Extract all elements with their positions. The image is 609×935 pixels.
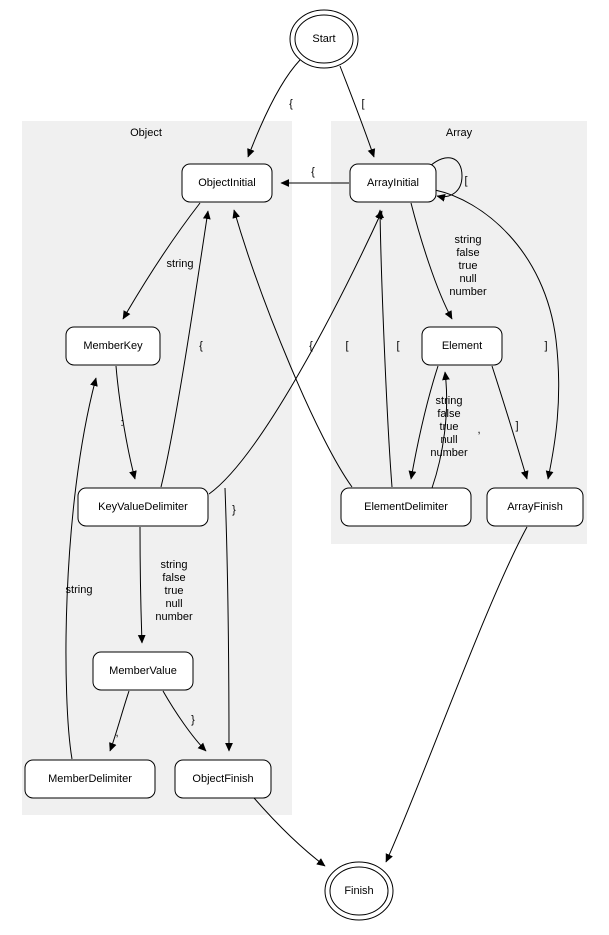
cluster-object — [22, 121, 292, 815]
edge-label-keyvalue-arrayinitial: [ — [396, 339, 400, 352]
svg-text:string: string — [435, 394, 463, 407]
node-label-keyvaluedelimiter: KeyValueDelimiter — [98, 500, 188, 513]
node-label-objectinitial: ObjectInitial — [198, 176, 256, 189]
edge-label-membervalue-memberdelim: , — [115, 726, 119, 739]
edge-label-arrayinitial-arrayfinish: ] — [544, 339, 548, 352]
svg-text:null: null — [440, 433, 458, 446]
edge-label-elementdelim-element: , — [477, 423, 481, 436]
svg-text:false: false — [437, 407, 461, 420]
edge-label-array-self: [ — [464, 174, 468, 187]
svg-text:true: true — [458, 259, 478, 272]
edge-arrayfinish-finish — [386, 527, 527, 862]
svg-text:false: false — [162, 571, 186, 584]
edge-label-elementdelim-objectinitial: { — [309, 339, 313, 352]
node-label-arrayfinish: ArrayFinish — [507, 500, 563, 513]
svg-text:true: true — [439, 420, 459, 433]
edge-label-memberdelim-memberkey: string — [65, 583, 93, 596]
svg-text:number: number — [155, 610, 193, 623]
edge-label-element-arrayfinish: ] — [515, 419, 519, 432]
svg-text:null: null — [459, 272, 477, 285]
edge-label-keyvalue-objectfinish: } — [232, 503, 236, 516]
svg-text:null: null — [165, 597, 183, 610]
edge-label-start-array: [ — [361, 97, 365, 110]
node-label-finish: Finish — [344, 884, 374, 897]
svg-text:number: number — [430, 446, 468, 459]
node-label-start: Start — [312, 32, 336, 45]
svg-text:true: true — [164, 584, 184, 597]
edge-label-elementdelim-arrayinitial: [ — [345, 339, 349, 352]
node-label-memberdelimiter: MemberDelimiter — [48, 772, 132, 785]
svg-text:string: string — [454, 233, 482, 246]
edge-label-objectinitial-memberkey: string — [166, 257, 194, 270]
node-label-objectfinish: ObjectFinish — [192, 772, 254, 785]
node-label-arrayinitial: ArrayInitial — [367, 176, 419, 189]
cluster-label-array: Array — [445, 126, 473, 139]
edge-label-membervalue-objectfinish: } — [191, 713, 195, 726]
node-label-memberkey: MemberKey — [83, 339, 143, 352]
svg-text:number: number — [449, 285, 487, 298]
cluster-label-object: Object — [130, 126, 162, 139]
edge-label-start-object: { — [289, 97, 293, 110]
svg-text:string: string — [160, 558, 188, 571]
edge-label-keyvalue-objectinitial: { — [199, 339, 203, 352]
svg-text:false: false — [456, 246, 480, 259]
node-label-membervalue: MemberValue — [109, 664, 177, 677]
node-label-element: Element — [441, 339, 483, 352]
edge-label-array-object: { — [311, 165, 315, 178]
node-label-elementdelimiter: ElementDelimiter — [364, 500, 448, 513]
edge-label-memberkey-keyvalue: : — [120, 416, 124, 429]
